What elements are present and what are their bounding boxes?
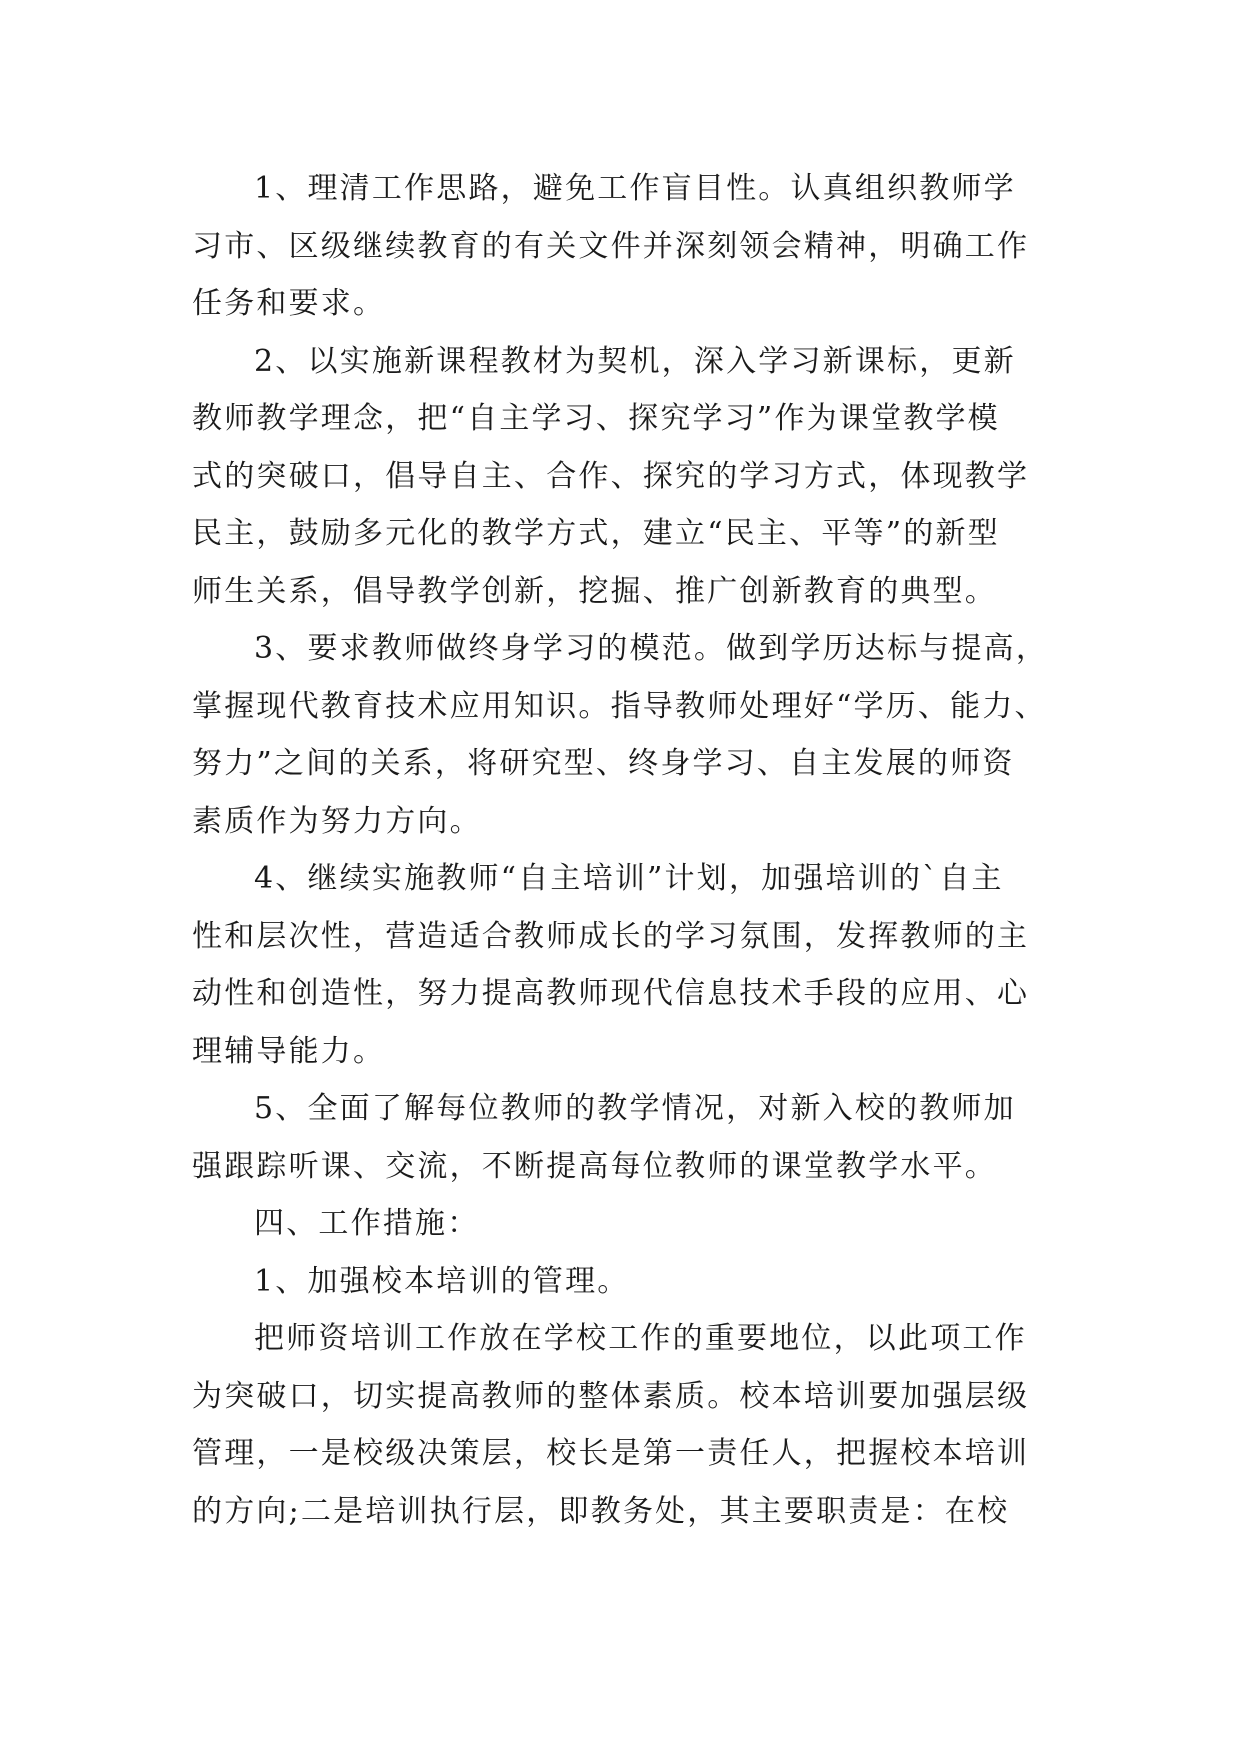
paragraph-4-line-4: 理辅导能力。 <box>192 1033 386 1069</box>
paragraph-2-line-1: 2、以实施新课程教材为契机，深入学习新课标，更新 <box>254 343 1016 379</box>
paragraph-2-line-2: 教师教学理念，把“自主学习、探究学习”作为课堂教学模 <box>192 401 1000 436</box>
paragraph-3-line-2: 掌握现代教育技术应用知识。指导教师处理好“学历、能力、 <box>192 688 1047 724</box>
paragraph-3-line-1: 3、要求教师做终身学习的模范。做到学历达标与提高， <box>254 631 1049 666</box>
paragraph-6-line-3: 管理，一是校级决策层，校长是第一责任人，把握校本培训 <box>192 1436 1030 1471</box>
paragraph-6-line-4: 的方向;二是培训执行层，即教务处，其主要职责是：在校 <box>192 1493 1010 1529</box>
paragraph-4-line-1: 4、继续实施教师“自主培训”计划，加强培训的`自主 <box>254 861 1004 896</box>
paragraph-1-line-1: 1、理清工作思路，避免工作盲目性。认真组织教师学 <box>254 171 1016 206</box>
paragraph-6-line-1: 把师资培训工作放在学校工作的重要地位，以此项工作 <box>254 1321 1027 1356</box>
paragraph-5-line-2: 强跟踪听课、交流，不断提高每位教师的课堂教学水平。 <box>192 1148 997 1184</box>
paragraph-1-line-3: 任务和要求。 <box>192 286 386 321</box>
paragraph-2-line-4: 民主，鼓励多元化的教学方式，建立“民主、平等”的新型 <box>192 516 1000 551</box>
paragraph-5-line-1: 5、全面了解每位教师的教学情况，对新入校的教师加 <box>254 1091 1016 1126</box>
paragraph-1-line-2: 习市、区级继续教育的有关文件并深刻领会精神，明确工作 <box>192 228 1030 264</box>
document-body <box>192 160 1052 1540</box>
paragraph-4-line-2: 性和层次性，营造适合教师成长的学习氛围，发挥教师的主 <box>192 918 1030 954</box>
subheading-1: 1、加强校本培训的管理。 <box>254 1263 630 1299</box>
paragraph-3-line-3: 努力”之间的关系，将研究型、终身学习、自主发展的师资 <box>192 746 1015 781</box>
paragraph-6-line-2: 为突破口，切实提高教师的整体素质。校本培训要加强层级 <box>192 1378 1030 1414</box>
paragraph-3-line-4: 素质作为努力方向。 <box>192 803 482 839</box>
paragraph-2-line-3: 式的突破口，倡导自主、合作、探究的学习方式，体现教学 <box>192 458 1030 494</box>
paragraph-2-line-5: 师生关系，倡导教学创新，挖掘、推广创新教育的典型。 <box>192 573 997 609</box>
section-heading: 四、工作措施： <box>254 1206 480 1241</box>
paragraph-4-line-3: 动性和创造性，努力提高教师现代信息技术手段的应用、心 <box>192 976 1030 1011</box>
